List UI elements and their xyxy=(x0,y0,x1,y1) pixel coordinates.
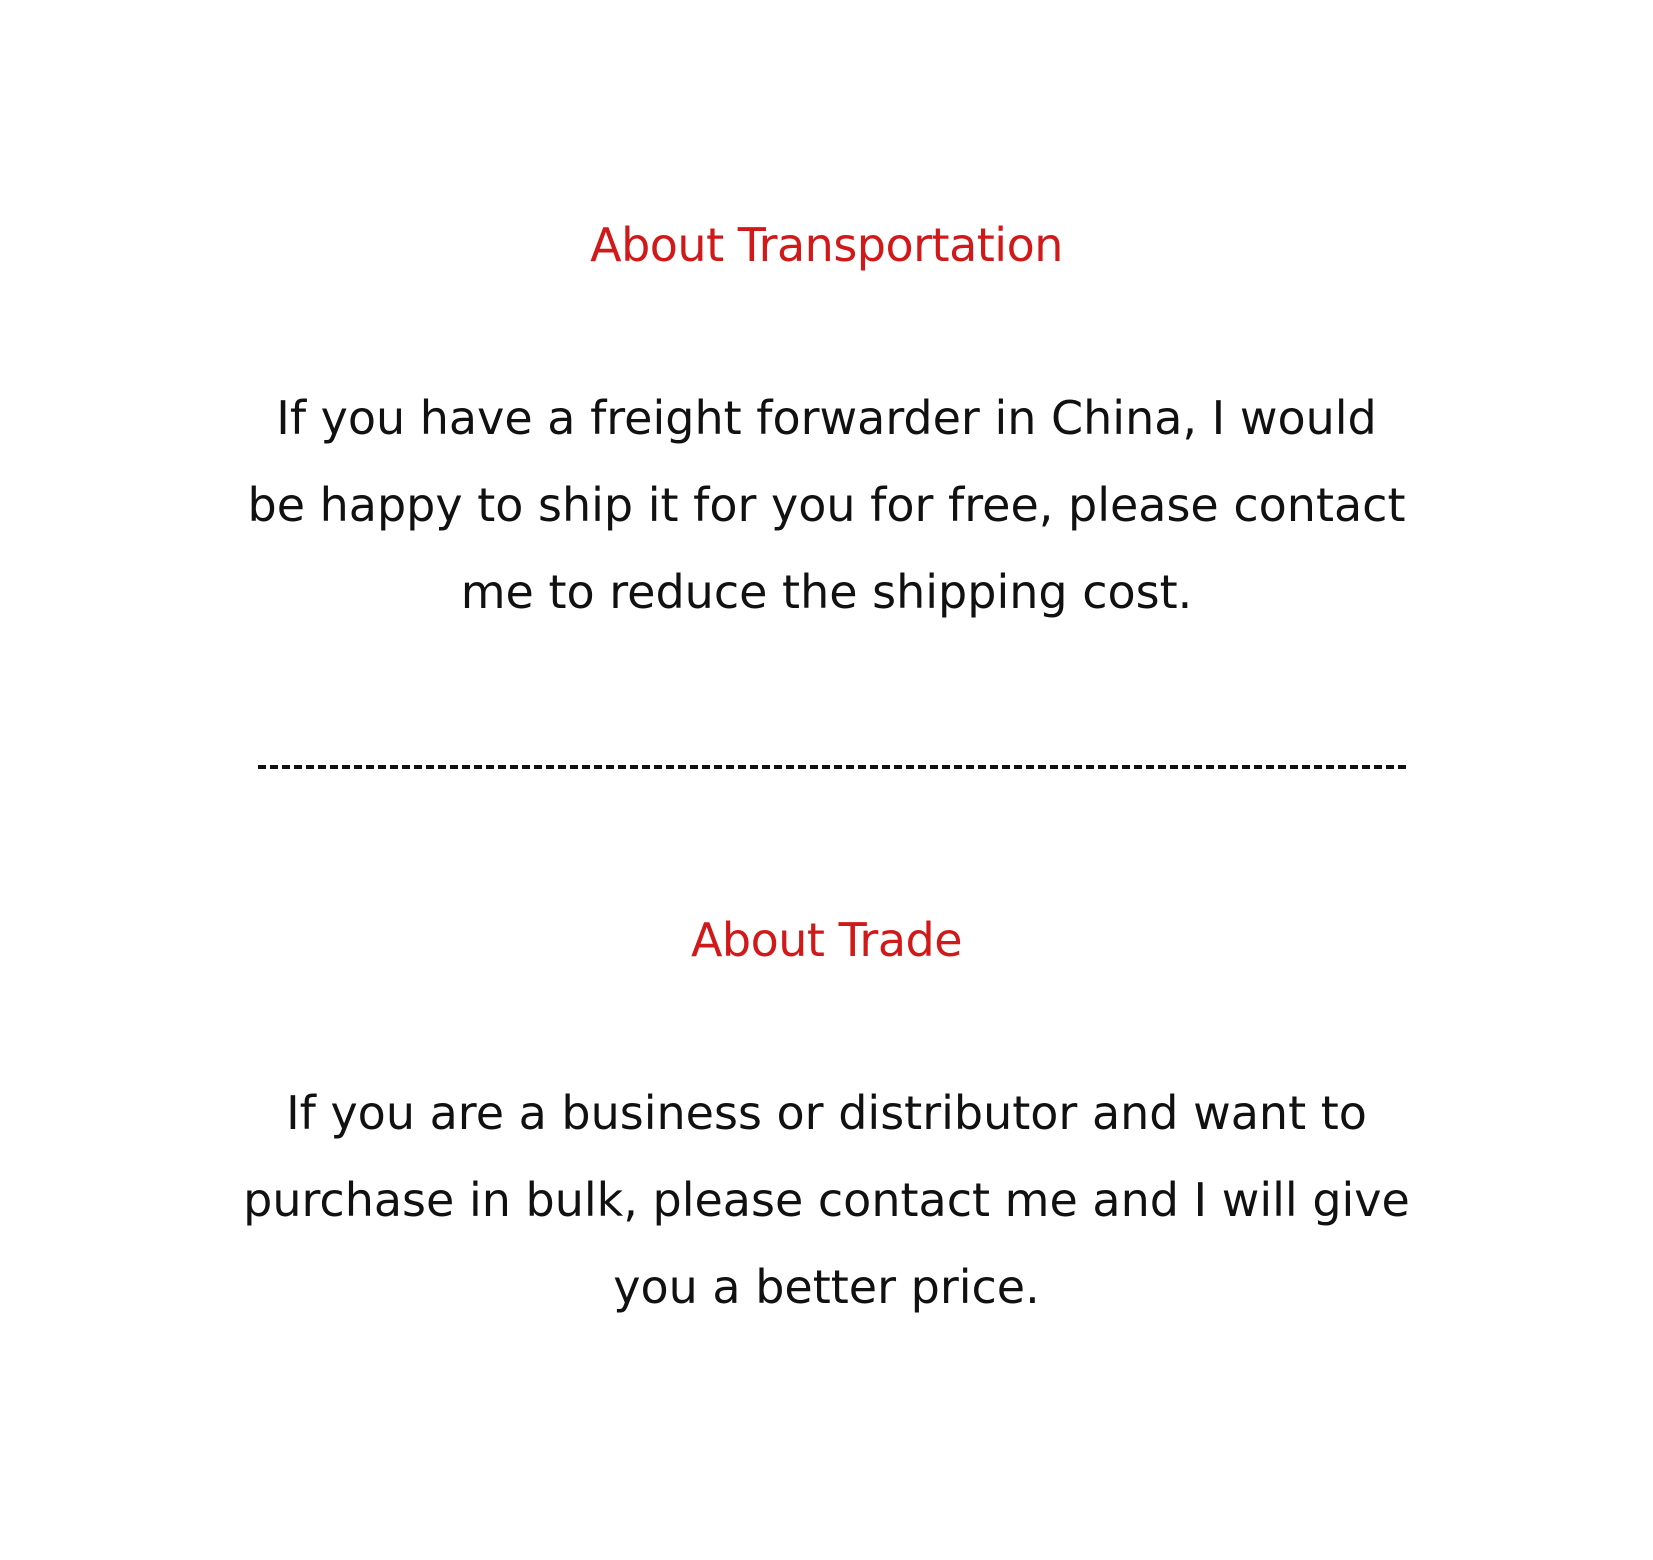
transportation-line: If you have a freight forwarder in China, I would xyxy=(276,391,1377,445)
dashed-divider xyxy=(258,765,1406,769)
transportation-line: be happy to ship it for you for free, please contact xyxy=(247,478,1406,532)
trade-line: If you are a business or distributor and want to xyxy=(286,1086,1367,1140)
transportation-heading: About Transportation xyxy=(590,218,1063,272)
transportation-line: me to reduce the shipping cost. xyxy=(460,565,1193,619)
trade-line: purchase in bulk, please contact me and I will give xyxy=(243,1173,1410,1227)
transportation-text xyxy=(0,375,1653,636)
trade-heading: About Trade xyxy=(690,913,963,967)
trade-text xyxy=(0,1070,1653,1331)
trade-line: you a better price. xyxy=(613,1260,1040,1314)
